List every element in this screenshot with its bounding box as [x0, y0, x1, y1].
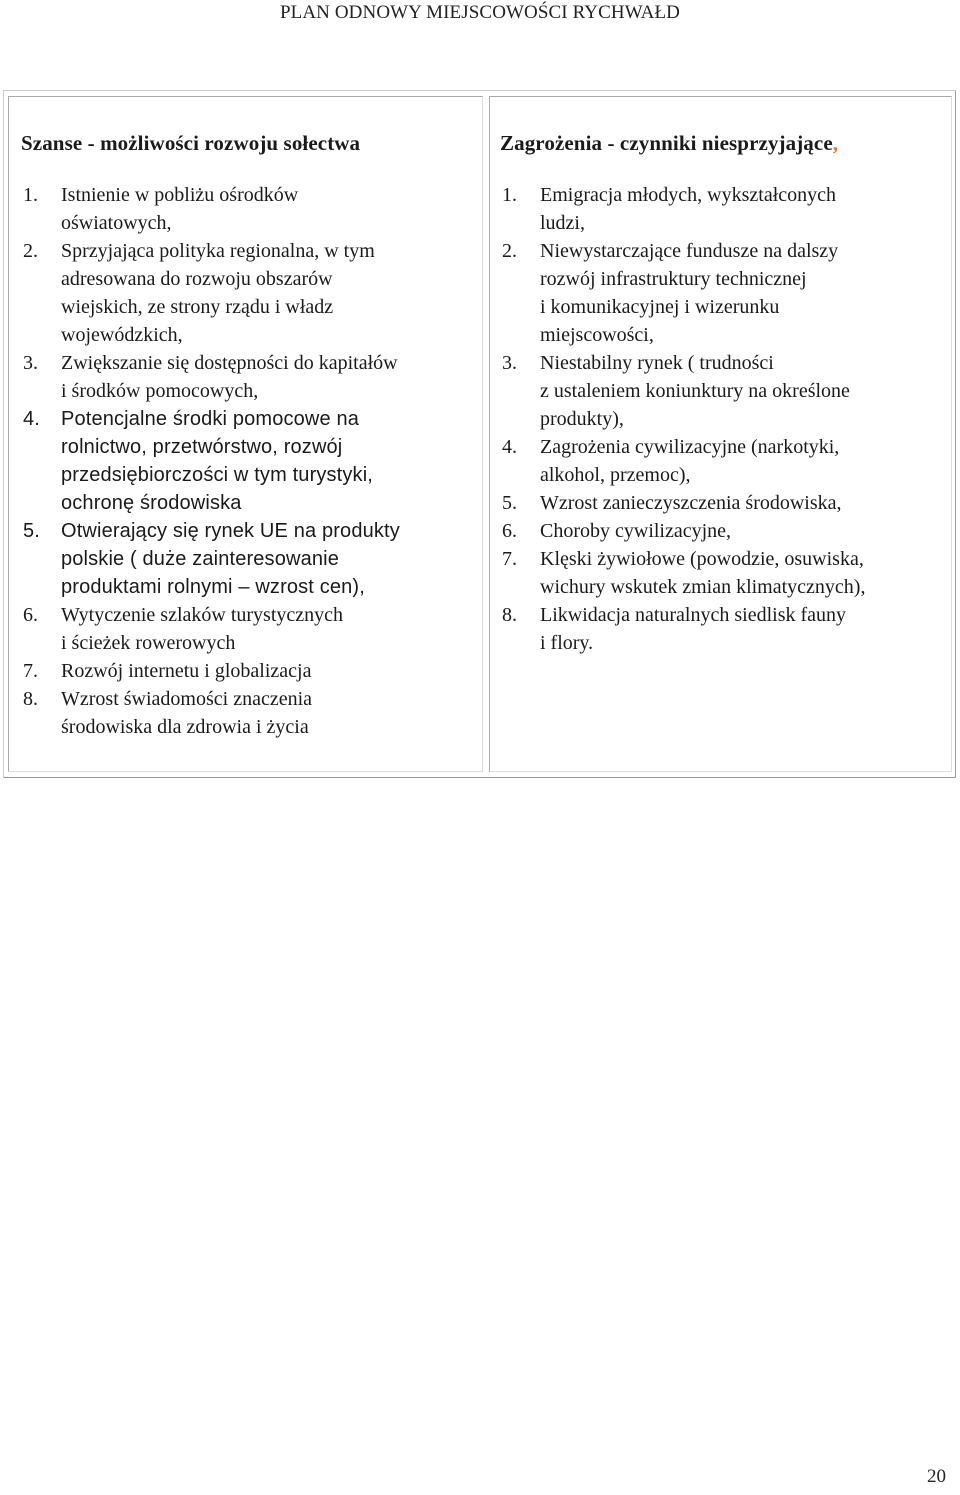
item-text	[540, 181, 950, 237]
item-number: 5.	[502, 492, 517, 514]
threats-title-text: Zagrożenia - czynniki niesprzyjające	[500, 131, 833, 155]
item-text	[540, 237, 950, 349]
item-number: 7.	[23, 660, 38, 682]
item-line: Wzrost zanieczyszczenia środowiska,	[540, 492, 842, 514]
item-line: ludzi,	[540, 212, 585, 234]
item-line: i komunikacyjnej i wizerunku	[540, 296, 780, 318]
item-line: Likwidacja naturalnych siedlisk fauny	[540, 604, 847, 626]
item-number: 3.	[23, 352, 38, 374]
list-item	[502, 237, 950, 349]
item-text	[61, 405, 479, 517]
item-number: 2.	[502, 240, 517, 262]
item-line: Emigracja młodych, wykształconych	[540, 184, 837, 206]
item-line: produktami rolnymi – wzrost cen),	[61, 576, 365, 598]
item-text	[540, 545, 950, 601]
threats-cell	[489, 96, 952, 772]
list-item	[23, 181, 479, 237]
list-item	[502, 181, 950, 237]
item-number: 8.	[23, 688, 38, 710]
item-number: 6.	[23, 604, 38, 626]
item-text	[540, 433, 950, 489]
item-line: przedsiębiorczości w tym turystyki,	[61, 464, 373, 486]
item-text	[61, 349, 479, 405]
opportunities-title: Szanse - możliwości rozwoju sołectwa	[21, 131, 361, 155]
item-line: Zagrożenia cywilizacyjne (narkotyki,	[540, 436, 840, 458]
item-text	[61, 181, 479, 237]
opportunities-cell	[8, 96, 483, 772]
item-text	[61, 517, 479, 601]
item-line: z ustaleniem koniunktury na określone	[540, 380, 850, 402]
item-line: Niewystarczające fundusze na dalszy	[540, 240, 839, 262]
item-line: Potencjalne środki pomocowe na	[61, 408, 360, 430]
list-item	[502, 601, 950, 657]
threats-title-suffix: ,	[832, 131, 839, 155]
item-line: i flory.	[540, 632, 594, 654]
item-line: wichury wskutek zmian klimatycznych),	[540, 576, 866, 598]
item-number: 1.	[23, 184, 38, 206]
item-line: wojewódzkich,	[61, 324, 183, 346]
item-line: Istnienie w pobliżu ośrodków	[61, 184, 299, 206]
item-line: Zwiększanie się dostępności do kapitałów	[61, 352, 398, 374]
item-line: Choroby cywilizacyjne,	[540, 520, 732, 542]
item-line: oświatowych,	[61, 212, 172, 234]
item-line: Wzrost świadomości znaczenia	[61, 688, 313, 710]
item-number: 4.	[23, 408, 40, 430]
item-line: Rozwój internetu i globalizacja	[61, 660, 312, 682]
list-item	[502, 349, 950, 433]
item-number: 8.	[502, 604, 517, 626]
item-line: polskie ( duże zainteresowanie	[61, 548, 339, 570]
item-text	[61, 685, 479, 741]
list-item	[23, 349, 479, 405]
item-text	[540, 489, 950, 517]
item-line: Sprzyjająca polityka regionalna, w tym	[61, 240, 375, 262]
item-number: 6.	[502, 520, 517, 542]
item-line: alkohol, przemoc),	[540, 464, 691, 486]
list-item	[23, 405, 479, 517]
list-item	[502, 433, 950, 489]
item-line: rolnictwo, przetwórstwo, rozwój	[61, 436, 343, 458]
opportunities-list	[23, 181, 479, 741]
item-number: 3.	[502, 352, 517, 374]
list-item	[23, 517, 479, 601]
item-line: adresowana do rozwoju obszarów	[61, 268, 333, 290]
item-text	[540, 349, 950, 433]
threats-title	[500, 131, 838, 156]
item-line: i ścieżek rowerowych	[61, 632, 236, 654]
item-text	[540, 601, 950, 657]
item-line: wiejskich, ze strony rządu i władz	[61, 296, 334, 318]
list-item	[23, 601, 479, 657]
list-item	[502, 545, 950, 601]
item-number: 5.	[23, 520, 40, 542]
page-number: 20	[927, 1466, 946, 1487]
item-line: miejscowości,	[540, 324, 654, 346]
list-item	[23, 685, 479, 741]
item-line: środowiska dla zdrowia i życia	[61, 716, 309, 738]
item-line: Wytyczenie szlaków turystycznych	[61, 604, 344, 626]
list-item	[502, 489, 950, 517]
item-text	[540, 517, 950, 545]
item-text	[61, 601, 479, 657]
item-line: Niestabilny rynek ( trudności	[540, 352, 774, 374]
item-line: produkty),	[540, 408, 624, 430]
list-item	[23, 657, 479, 685]
item-line: ochronę środowiska	[61, 492, 242, 514]
page-header: PLAN ODNOWY MIEJSCOWOŚCI RYCHWAŁD	[279, 2, 681, 23]
item-line: rozwój infrastruktury technicznej	[540, 268, 807, 290]
item-line: i środków pomocowych,	[61, 380, 259, 402]
item-number: 7.	[502, 548, 517, 570]
item-text	[61, 657, 479, 685]
list-item	[23, 237, 479, 349]
item-line: Otwierający się rynek UE na produkty	[61, 520, 400, 542]
item-text	[61, 237, 479, 349]
item-number: 2.	[23, 240, 38, 262]
threats-list	[502, 181, 950, 657]
item-number: 4.	[502, 436, 517, 458]
swot-table	[3, 90, 956, 778]
item-number: 1.	[502, 184, 517, 206]
item-line: Klęski żywiołowe (powodzie, osuwiska,	[540, 548, 864, 570]
list-item	[502, 517, 950, 545]
